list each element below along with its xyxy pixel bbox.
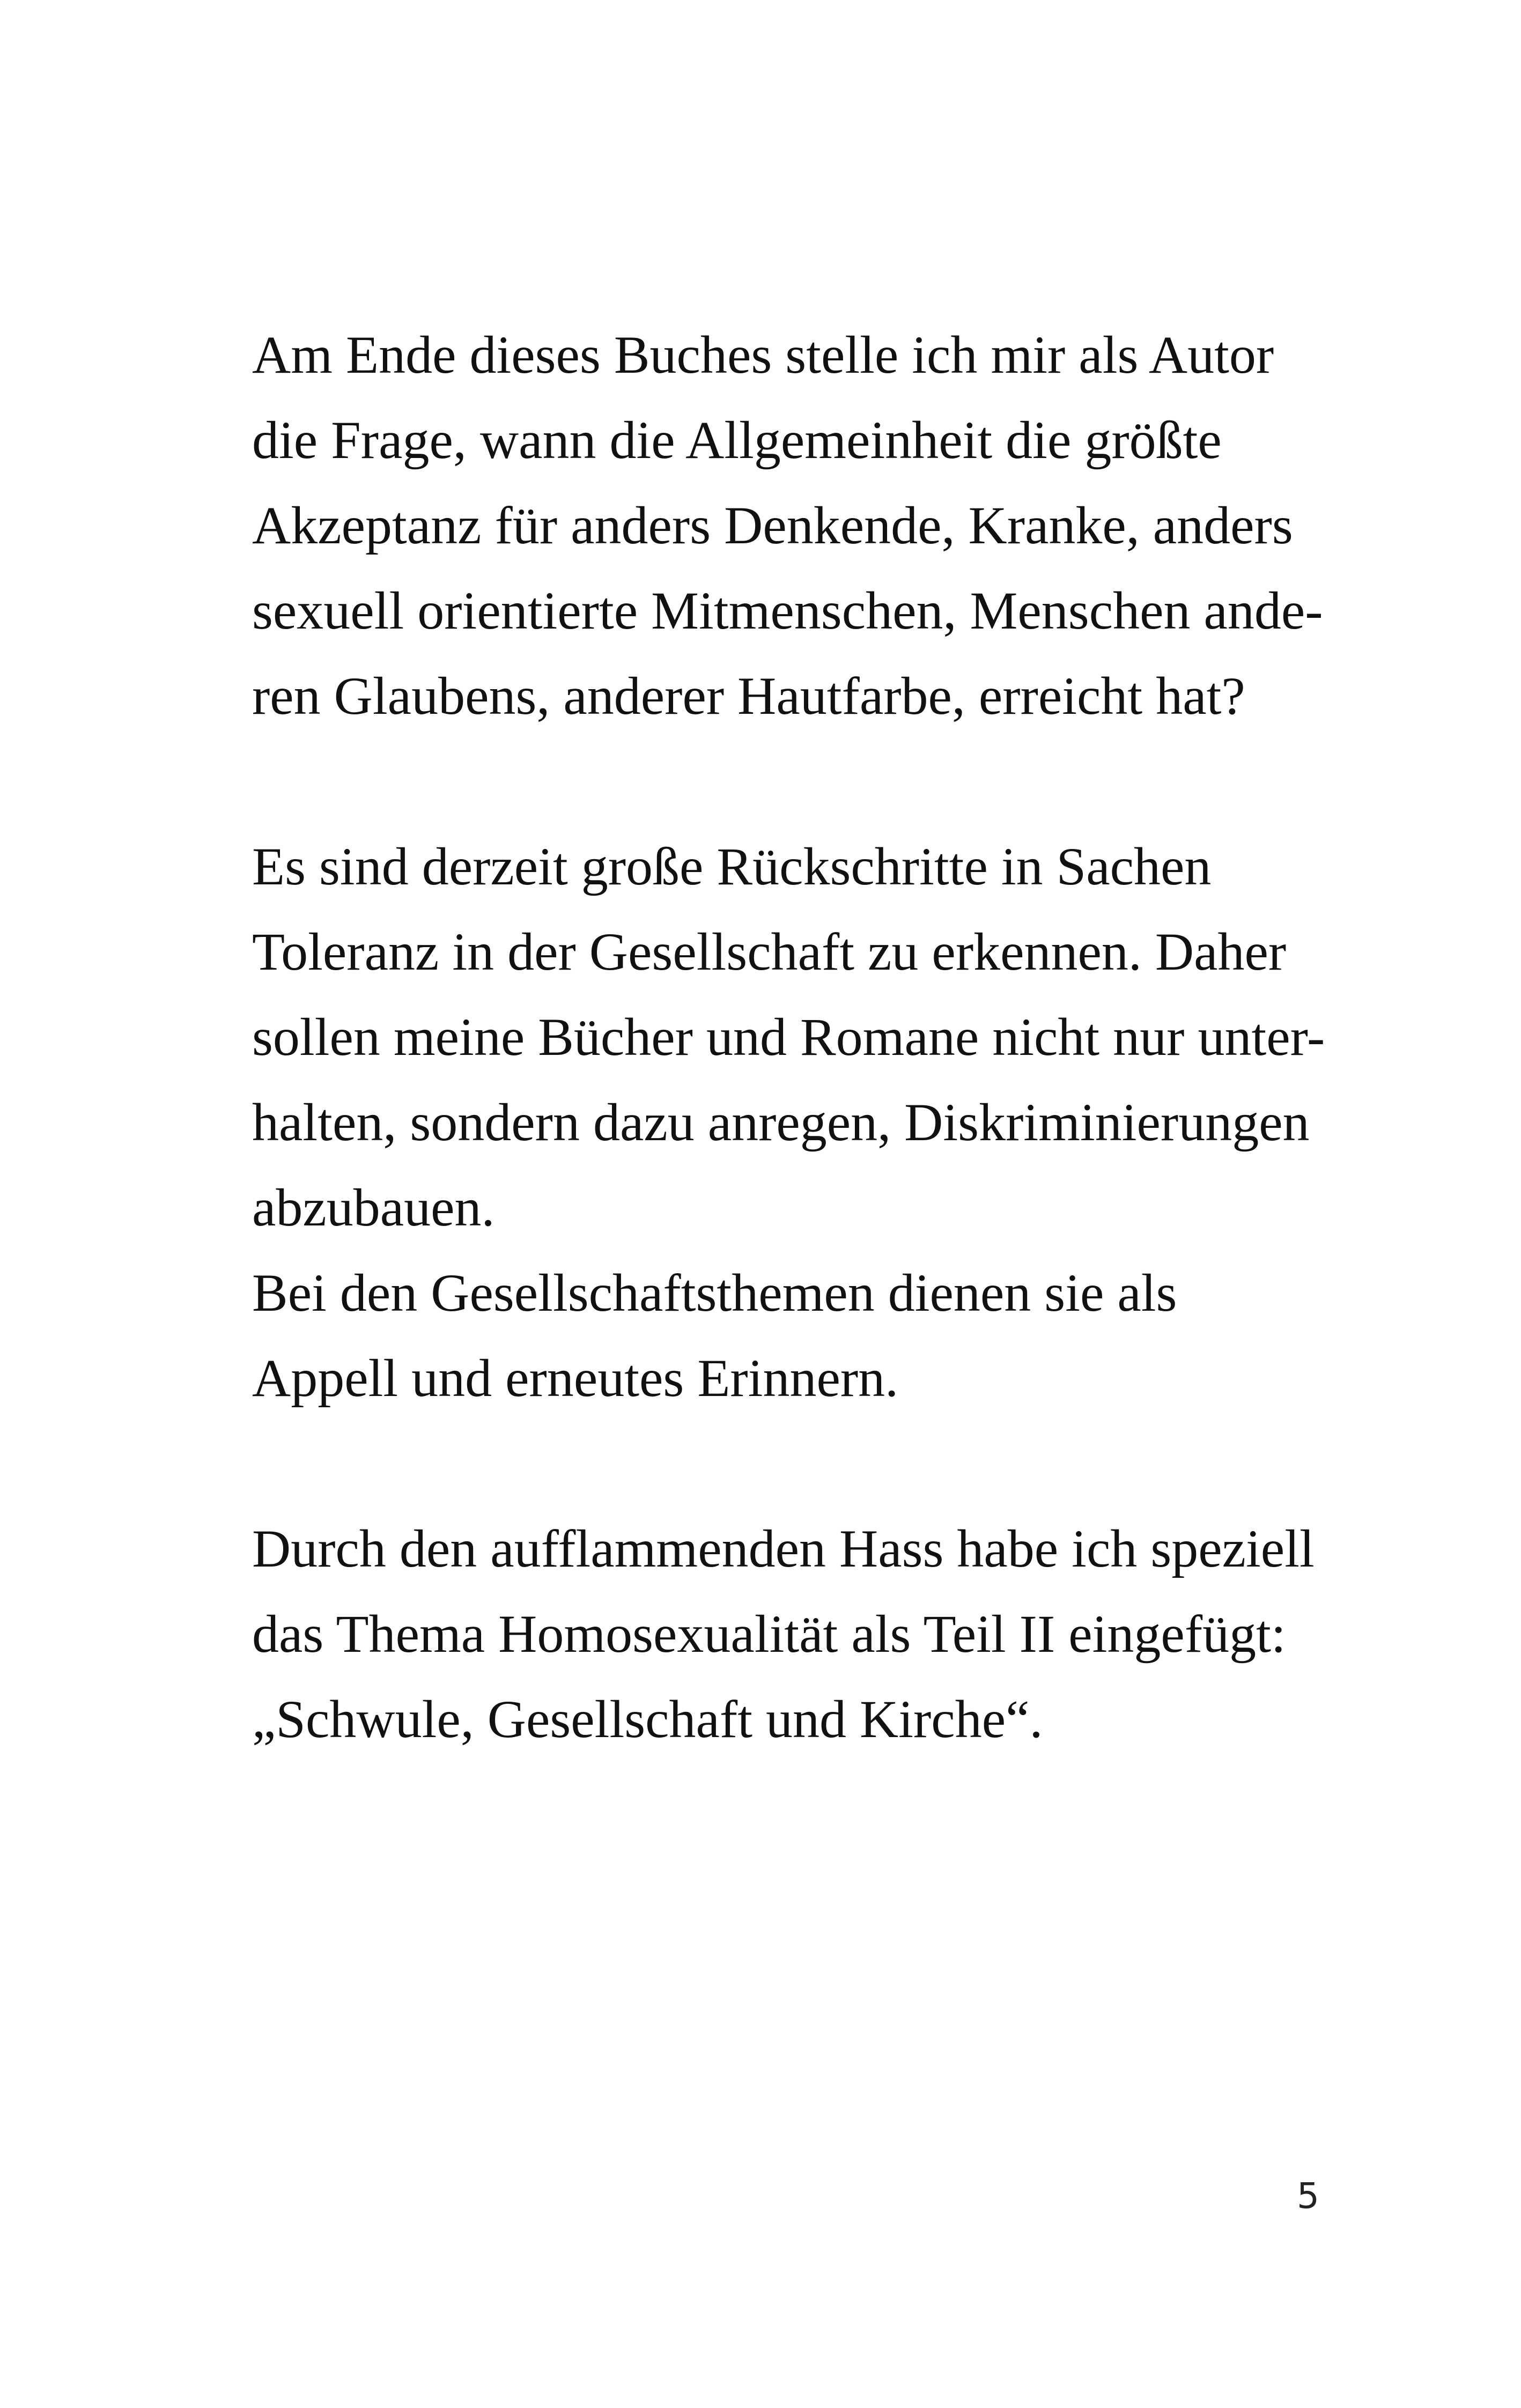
text-line: sexuell orientierte Mitmenschen, Menschen ande- [252,581,1323,640]
text-line: ren Glaubens, anderer Hautfarbe, erreicht hat? [252,666,1245,726]
text-line: Bei den Gesellschaftsthemen dienen sie als [252,1263,1177,1323]
text-line: die Frage, wann die Allgemeinheit die größte [252,410,1222,470]
page-number: 5 [1297,2175,1319,2217]
text-line: Es sind derzeit große Rückschritte in Sachen [252,837,1212,896]
text-line: abzubauen. [252,1178,495,1237]
paragraph-spacer [252,1421,1325,1506]
text-line: halten, sondern dazu anregen, Diskriminierungen [252,1092,1310,1152]
paragraph-spacer [252,738,1325,824]
text-line: Durch den aufflammenden Hass habe ich speziell [252,1519,1315,1578]
text-line: Am Ende dieses Buches stelle ich mir als Autor [252,325,1274,385]
text-line: das Thema Homosexualität als Teil II eingefügt: [252,1604,1286,1664]
body-text [252,312,1325,1762]
text-line: Appell und erneutes Erinnern. [252,1348,899,1408]
text-line: Toleranz in der Gesellschaft zu erkennen. Daher [252,922,1287,981]
text-line: Akzeptanz für anders Denkende, Kranke, anders [252,496,1293,555]
text-line: „Schwule, Gesellschaft und Kirche“. [252,1689,1043,1749]
paragraph-1 [252,312,1325,738]
paragraph-2 [252,824,1325,1421]
text-line: sollen meine Bücher und Romane nicht nur unter- [252,1007,1325,1067]
paragraph-3 [252,1506,1325,1762]
